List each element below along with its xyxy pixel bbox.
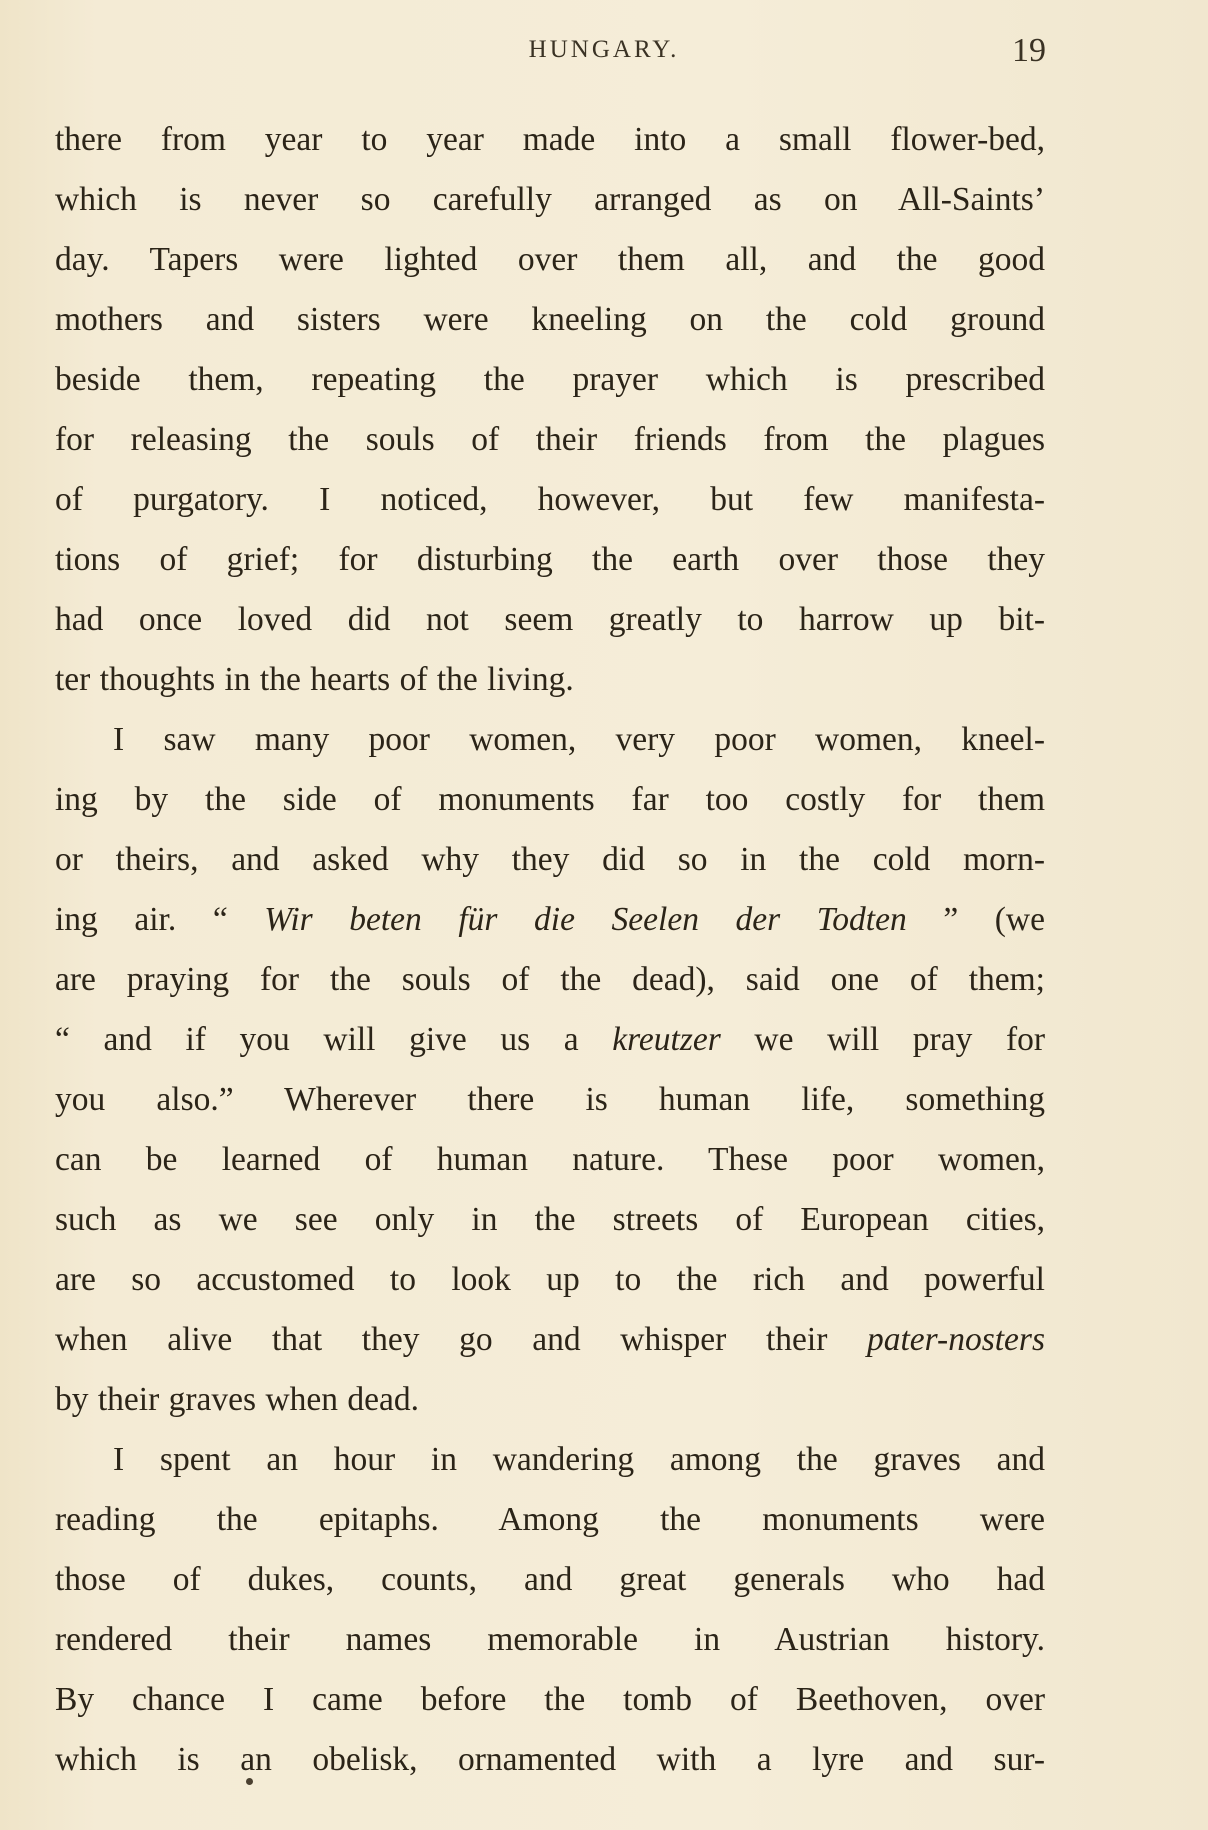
text-segment: can be learned of human nature. These poor women,: [55, 1141, 1045, 1178]
text-segment: I saw many poor women, very poor women, kneel-: [113, 721, 1045, 758]
text-line: [55, 650, 1045, 710]
text-segment: by their graves when dead.: [55, 1381, 419, 1418]
text-line: [55, 230, 1045, 290]
text-segment: had once loved did not seem greatly to harrow up bit-: [55, 601, 1045, 638]
text-segment: day. Tapers were lighted over them all, and the good: [55, 241, 1045, 278]
text-line: [55, 1610, 1045, 1670]
running-head: [0, 32, 1208, 82]
text-line: [55, 350, 1045, 410]
text-segment: when alive that they go and whisper their: [55, 1321, 867, 1358]
text-segment: By chance I came before the tomb of Beethoven, over: [55, 1681, 1045, 1718]
page-number: 19: [1012, 32, 1046, 69]
text-line: [55, 1070, 1045, 1130]
text-line: [55, 470, 1045, 530]
text-segment: those of dukes, counts, and great generals who had: [55, 1561, 1045, 1598]
text-segment: mothers and sisters were kneeling on the cold ground: [55, 301, 1045, 338]
text-line: [55, 830, 1045, 890]
text-line: [55, 1730, 1045, 1790]
text-segment: ing air. “: [55, 901, 265, 938]
italic-phrase: Wir beten für die Seelen der Todten: [264, 901, 907, 938]
text-line: [55, 890, 1045, 950]
text-segment: ing by the side of monuments far too costly for them: [55, 781, 1045, 818]
text-line: [55, 590, 1045, 650]
text-line: [55, 770, 1045, 830]
text-line: [55, 1670, 1045, 1730]
italic-phrase: pater-nosters: [867, 1321, 1045, 1358]
text-segment: tions of grief; for disturbing the earth over those they: [55, 541, 1045, 578]
text-segment: of purgatory. I noticed, however, but few manifesta-: [55, 481, 1045, 518]
text-segment: reading the epitaphs. Among the monuments were: [55, 1501, 1045, 1538]
text-segment: are praying for the souls of the dead), said one of them;: [55, 961, 1045, 998]
body-text: [55, 110, 1045, 1790]
text-segment: or theirs, and asked why they did so in the cold morn-: [55, 841, 1045, 878]
text-line: [55, 710, 1045, 770]
text-line: [55, 1550, 1045, 1610]
text-segment: ” (we: [906, 901, 1045, 938]
text-segment: ter thoughts in the hearts of the living.: [55, 661, 574, 698]
text-segment: are so accustomed to look up to the rich and powerful: [55, 1261, 1045, 1298]
text-line: [55, 1310, 1045, 1370]
text-line: [55, 1490, 1045, 1550]
italic-phrase: kreutzer: [612, 1021, 721, 1058]
text-segment: rendered their names memorable in Austrian history.: [55, 1621, 1045, 1658]
text-segment: we will pray for: [720, 1021, 1045, 1058]
text-line: [55, 1010, 1045, 1070]
text-line: [55, 410, 1045, 470]
text-line: [55, 1250, 1045, 1310]
text-segment: you also.” Wherever there is human life, something: [55, 1081, 1045, 1118]
text-line: [55, 110, 1045, 170]
text-segment: which is an obelisk, ornamented with a lyre and sur-: [55, 1741, 1045, 1778]
text-line: [55, 1370, 1045, 1430]
text-line: [55, 1130, 1045, 1190]
text-line: [55, 530, 1045, 590]
text-line: [55, 290, 1045, 350]
text-line: [55, 170, 1045, 230]
printer-mark: [246, 1778, 253, 1785]
running-title: HUNGARY.: [528, 36, 680, 63]
text-segment: for releasing the souls of their friends from the plagues: [55, 421, 1045, 458]
text-segment: I spent an hour in wandering among the graves and: [113, 1441, 1045, 1478]
text-line: [55, 950, 1045, 1010]
text-line: [55, 1190, 1045, 1250]
text-segment: beside them, repeating the prayer which is prescribed: [55, 361, 1045, 398]
text-segment: such as we see only in the streets of European cities,: [55, 1201, 1045, 1238]
text-line: [55, 1430, 1045, 1490]
text-segment: “ and if you will give us a: [55, 1021, 613, 1058]
text-segment: which is never so carefully arranged as on All-Saints’: [55, 181, 1045, 218]
text-segment: there from year to year made into a small flower-bed,: [55, 121, 1045, 158]
